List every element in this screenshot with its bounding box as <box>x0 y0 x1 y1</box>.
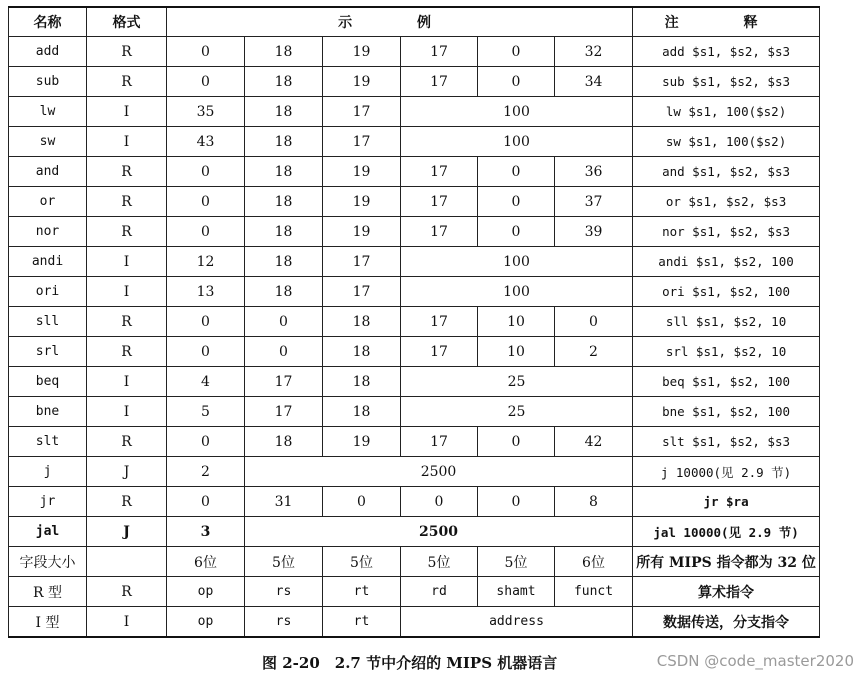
instruction-note: 数据传送，分支指令 <box>633 607 820 638</box>
field-value: 19 <box>323 187 401 217</box>
field-value: 18 <box>323 307 401 337</box>
field-value: rd <box>401 577 478 607</box>
field-value: 8 <box>555 487 633 517</box>
mips-table-container <box>8 6 819 638</box>
field-value: op <box>167 577 245 607</box>
field-value: 18 <box>245 127 323 157</box>
table-row <box>9 397 820 427</box>
instruction-format: R <box>87 157 167 187</box>
field-value: 18 <box>245 97 323 127</box>
field-value: 0 <box>167 337 245 367</box>
field-value: 18 <box>245 67 323 97</box>
instruction-format: R <box>87 37 167 67</box>
field-value: 0 <box>167 217 245 247</box>
instruction-format: R <box>87 67 167 97</box>
header-format: 格式 <box>87 7 167 37</box>
field-value: 18 <box>245 247 323 277</box>
instruction-format: J <box>87 457 167 487</box>
header-example: 示 例 <box>167 7 633 37</box>
field-value: 0 <box>167 307 245 337</box>
field-value: 0 <box>478 67 555 97</box>
field-value: 17 <box>401 307 478 337</box>
field-value: 0 <box>478 487 555 517</box>
field-value: 17 <box>323 127 401 157</box>
field-value: 17 <box>401 217 478 247</box>
field-value: 17 <box>323 247 401 277</box>
field-value: 13 <box>167 277 245 307</box>
field-value: 17 <box>401 67 478 97</box>
field-value: 5位 <box>245 547 323 577</box>
field-value: 17 <box>401 187 478 217</box>
instruction-name: j <box>9 457 87 487</box>
field-value: 100 <box>401 127 633 157</box>
field-value: funct <box>555 577 633 607</box>
instruction-note: srl $s1, $s2, 10 <box>633 337 820 367</box>
instruction-note: 所有 MIPS 指令都为 32 位 <box>633 547 820 577</box>
field-value: 35 <box>167 97 245 127</box>
field-value: 0 <box>167 37 245 67</box>
instruction-format: R <box>87 217 167 247</box>
i-type-row <box>9 607 820 638</box>
instruction-name: nor <box>9 217 87 247</box>
instruction-name: sw <box>9 127 87 157</box>
table-header-row <box>9 7 820 37</box>
table-row <box>9 517 820 547</box>
field-value: 32 <box>555 37 633 67</box>
field-value: 0 <box>167 157 245 187</box>
field-value: 17 <box>401 37 478 67</box>
instruction-format: I <box>87 97 167 127</box>
table-row <box>9 97 820 127</box>
instruction-name: beq <box>9 367 87 397</box>
table-row <box>9 187 820 217</box>
field-value: 100 <box>401 97 633 127</box>
field-value: 19 <box>323 427 401 457</box>
field-value: 5位 <box>323 547 401 577</box>
instruction-format: R <box>87 307 167 337</box>
field-value: 0 <box>245 337 323 367</box>
field-value: 19 <box>323 217 401 247</box>
instruction-name: bne <box>9 397 87 427</box>
field-value: 39 <box>555 217 633 247</box>
field-value: 0 <box>245 307 323 337</box>
field-value: 0 <box>167 187 245 217</box>
field-size-row <box>9 547 820 577</box>
table-row <box>9 157 820 187</box>
instruction-name: I 型 <box>9 607 87 638</box>
instruction-format: R <box>87 187 167 217</box>
field-value: 43 <box>167 127 245 157</box>
field-value: 18 <box>323 337 401 367</box>
instruction-name: 字段大小 <box>9 547 87 577</box>
field-value: 10 <box>478 307 555 337</box>
field-value: 18 <box>245 427 323 457</box>
field-value: 2500 <box>245 457 633 487</box>
field-value: 34 <box>555 67 633 97</box>
field-value: 4 <box>167 367 245 397</box>
field-value: 17 <box>323 97 401 127</box>
instruction-name: or <box>9 187 87 217</box>
table-row <box>9 487 820 517</box>
field-value: 18 <box>245 217 323 247</box>
instruction-note: j 10000(见 2.9 节) <box>633 457 820 487</box>
instruction-note: lw $s1, 100($s2) <box>633 97 820 127</box>
instruction-format <box>87 547 167 577</box>
field-value: 0 <box>478 157 555 187</box>
instruction-name: R 型 <box>9 577 87 607</box>
field-value: 17 <box>245 397 323 427</box>
table-row <box>9 367 820 397</box>
header-name: 名称 <box>9 7 87 37</box>
field-value: 0 <box>478 427 555 457</box>
field-value: 36 <box>555 157 633 187</box>
field-value: 0 <box>478 187 555 217</box>
field-value: 18 <box>323 367 401 397</box>
instruction-name: srl <box>9 337 87 367</box>
table-row <box>9 337 820 367</box>
instruction-name: sll <box>9 307 87 337</box>
field-value: 25 <box>401 367 633 397</box>
field-value: 10 <box>478 337 555 367</box>
watermark: CSDN @code_master2020 <box>656 652 854 670</box>
field-value: 0 <box>323 487 401 517</box>
field-value: shamt <box>478 577 555 607</box>
field-value: 18 <box>245 277 323 307</box>
field-value: 100 <box>401 277 633 307</box>
instruction-format: R <box>87 577 167 607</box>
field-value: 18 <box>245 187 323 217</box>
field-value: 0 <box>478 37 555 67</box>
field-value: rt <box>323 607 401 638</box>
field-value: 0 <box>401 487 478 517</box>
field-value: 0 <box>167 67 245 97</box>
field-value: rs <box>245 577 323 607</box>
instruction-name: slt <box>9 427 87 457</box>
table-row <box>9 127 820 157</box>
field-value: 19 <box>323 67 401 97</box>
instruction-format: R <box>87 487 167 517</box>
instruction-note: sw $s1, 100($s2) <box>633 127 820 157</box>
field-value: 0 <box>478 217 555 247</box>
instruction-note: or $s1, $s2, $s3 <box>633 187 820 217</box>
instruction-note: jal 10000(见 2.9 节) <box>633 517 820 547</box>
field-value: 2 <box>167 457 245 487</box>
field-value: op <box>167 607 245 638</box>
field-value: 0 <box>167 427 245 457</box>
field-value: 18 <box>245 157 323 187</box>
instruction-note: jr $ra <box>633 487 820 517</box>
instruction-note: slt $s1, $s2, $s3 <box>633 427 820 457</box>
field-value: 19 <box>323 157 401 187</box>
instruction-note: andi $s1, $s2, 100 <box>633 247 820 277</box>
field-value: 100 <box>401 247 633 277</box>
field-value: rt <box>323 577 401 607</box>
table-row <box>9 217 820 247</box>
field-value: 0 <box>555 307 633 337</box>
table-row <box>9 427 820 457</box>
instruction-note: 算术指令 <box>633 577 820 607</box>
table-row <box>9 37 820 67</box>
field-value: 17 <box>245 367 323 397</box>
field-value: 3 <box>167 517 245 547</box>
field-value: 17 <box>323 277 401 307</box>
instruction-format: J <box>87 517 167 547</box>
field-value: 17 <box>401 157 478 187</box>
field-value: 5位 <box>478 547 555 577</box>
field-value: 2 <box>555 337 633 367</box>
instruction-note: sll $s1, $s2, 10 <box>633 307 820 337</box>
field-value: 42 <box>555 427 633 457</box>
instruction-name: lw <box>9 97 87 127</box>
field-value: 5位 <box>401 547 478 577</box>
field-value: 31 <box>245 487 323 517</box>
r-type-row <box>9 577 820 607</box>
instruction-name: ori <box>9 277 87 307</box>
field-value: 37 <box>555 187 633 217</box>
field-value: 25 <box>401 397 633 427</box>
field-value: 12 <box>167 247 245 277</box>
instruction-format: R <box>87 427 167 457</box>
field-value: 5 <box>167 397 245 427</box>
instruction-format: I <box>87 247 167 277</box>
instruction-note: beq $s1, $s2, 100 <box>633 367 820 397</box>
header-notes: 注 释 <box>633 7 820 37</box>
instruction-note: bne $s1, $s2, 100 <box>633 397 820 427</box>
instruction-format: I <box>87 127 167 157</box>
field-value: 2500 <box>245 517 633 547</box>
instruction-name: and <box>9 157 87 187</box>
field-value: 18 <box>323 397 401 427</box>
table-row <box>9 307 820 337</box>
field-value: 6位 <box>167 547 245 577</box>
table-row <box>9 247 820 277</box>
instruction-name: sub <box>9 67 87 97</box>
instruction-name: jr <box>9 487 87 517</box>
field-value: address <box>401 607 633 638</box>
instruction-format: I <box>87 397 167 427</box>
instruction-name: add <box>9 37 87 67</box>
instruction-name: andi <box>9 247 87 277</box>
instruction-format: R <box>87 337 167 367</box>
table-row <box>9 277 820 307</box>
field-value: 18 <box>245 37 323 67</box>
field-value: 6位 <box>555 547 633 577</box>
instruction-format: I <box>87 367 167 397</box>
field-value: 17 <box>401 337 478 367</box>
instruction-note: nor $s1, $s2, $s3 <box>633 217 820 247</box>
field-value: 0 <box>167 487 245 517</box>
instruction-note: add $s1, $s2, $s3 <box>633 37 820 67</box>
instruction-note: sub $s1, $s2, $s3 <box>633 67 820 97</box>
mips-machine-language-table <box>8 6 820 638</box>
field-value: rs <box>245 607 323 638</box>
table-row <box>9 67 820 97</box>
instruction-name: jal <box>9 517 87 547</box>
field-value: 19 <box>323 37 401 67</box>
figure-caption: 图 2-20 2.7 节中介绍的 MIPS 机器语言 <box>262 654 558 672</box>
instruction-note: ori $s1, $s2, 100 <box>633 277 820 307</box>
table-row <box>9 457 820 487</box>
field-value: 17 <box>401 427 478 457</box>
instruction-format: I <box>87 607 167 638</box>
instruction-note: and $s1, $s2, $s3 <box>633 157 820 187</box>
instruction-format: I <box>87 277 167 307</box>
